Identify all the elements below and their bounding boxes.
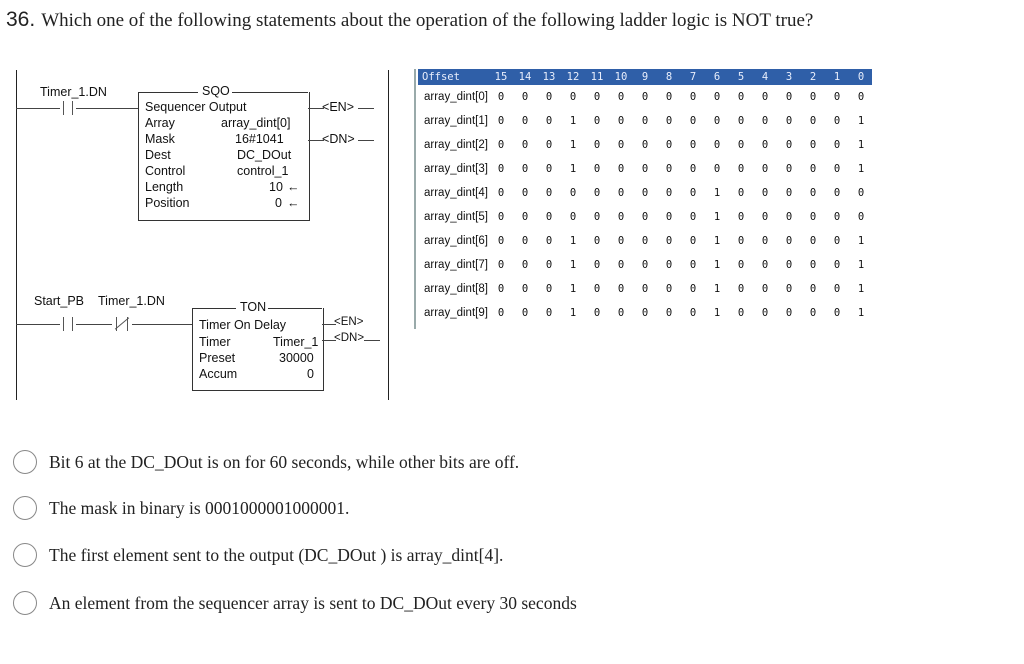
bit-cell: 1 xyxy=(857,307,865,319)
bit-cell: 0 xyxy=(809,187,817,199)
rung2-contact2-label: Timer_1.DN xyxy=(98,294,165,308)
bit-cell: 0 xyxy=(761,139,769,151)
table-body xyxy=(418,85,872,325)
bit-cell: 0 xyxy=(521,163,529,175)
bit-cell: 1 xyxy=(713,259,721,271)
bit-cell: 0 xyxy=(761,307,769,319)
bit-cell: 0 xyxy=(833,91,841,103)
bit-cell: 0 xyxy=(761,235,769,247)
table-row xyxy=(418,85,872,109)
bit-cell: 0 xyxy=(809,307,817,319)
table-row xyxy=(418,229,872,253)
bit-cell: 0 xyxy=(809,115,817,127)
bit-header: 10 xyxy=(614,71,628,83)
bit-cell: 0 xyxy=(761,163,769,175)
bit-header: 6 xyxy=(713,71,721,83)
row-label: array_dint[6] xyxy=(424,235,488,247)
ton-param-value: Timer_1 xyxy=(273,335,319,349)
bit-header: 2 xyxy=(809,71,817,83)
bit-cell: 0 xyxy=(497,187,505,199)
bit-cell: 1 xyxy=(713,187,721,199)
bit-cell: 0 xyxy=(833,259,841,271)
ton-title: Timer On Delay xyxy=(199,318,287,332)
bit-cell: 0 xyxy=(521,187,529,199)
bit-cell: 0 xyxy=(665,91,673,103)
bit-cell: 0 xyxy=(545,283,553,295)
sqo-param-value: 10 xyxy=(269,180,283,194)
bit-cell: 0 xyxy=(665,235,673,247)
answer-option-4[interactable] xyxy=(13,591,577,615)
bit-cell: 0 xyxy=(617,307,625,319)
bit-header: 12 xyxy=(566,71,580,83)
bit-cell: 0 xyxy=(617,139,625,151)
bit-cell: 0 xyxy=(521,139,529,151)
bit-header: 3 xyxy=(785,71,793,83)
rung2-contact1-label: Start_PB xyxy=(34,294,85,308)
bit-header: 9 xyxy=(641,71,649,83)
answer-option-2[interactable] xyxy=(13,496,349,520)
bit-cell: 0 xyxy=(617,211,625,223)
bit-cell: 0 xyxy=(713,139,721,151)
bit-cell: 1 xyxy=(569,115,577,127)
sqo-title: Sequencer Output xyxy=(145,100,247,114)
bit-cell: 0 xyxy=(761,187,769,199)
bit-header: 11 xyxy=(590,71,604,83)
bit-cell: 0 xyxy=(809,235,817,247)
sqo-param-value: DC_DOut xyxy=(237,148,292,162)
bit-cell: 0 xyxy=(617,163,625,175)
bit-cell: 0 xyxy=(545,115,553,127)
bit-cell: 0 xyxy=(593,259,601,271)
row-label: array_dint[9] xyxy=(424,307,488,319)
bit-header: 1 xyxy=(833,71,841,83)
bit-cell: 0 xyxy=(761,211,769,223)
bit-cell: 0 xyxy=(713,91,721,103)
bit-cell: 0 xyxy=(785,259,793,271)
bit-cell: 0 xyxy=(545,307,553,319)
bit-cell: 0 xyxy=(593,283,601,295)
table-row xyxy=(418,277,872,301)
bit-cell: 0 xyxy=(737,307,745,319)
row-label: array_dint[1] xyxy=(424,115,488,127)
bit-cell: 1 xyxy=(713,283,721,295)
bit-cell: 0 xyxy=(497,139,505,151)
bit-cell: 1 xyxy=(857,139,865,151)
bit-cell: 0 xyxy=(593,163,601,175)
timer-dn-nc-contact xyxy=(112,317,132,331)
table-row xyxy=(418,133,872,157)
sqo-param-name: Length xyxy=(145,180,184,194)
bit-cell: 0 xyxy=(833,139,841,151)
bit-cell: 0 xyxy=(785,115,793,127)
bit-cell: 0 xyxy=(785,283,793,295)
bit-cell: 0 xyxy=(737,259,745,271)
row-label: array_dint[4] xyxy=(424,187,488,199)
rung1-contact-label: Timer_1.DN xyxy=(40,85,107,99)
ton-dn-output: <DN> xyxy=(334,332,365,344)
bit-cell: 0 xyxy=(785,307,793,319)
ton-en-output: <EN> xyxy=(334,316,364,328)
bit-cell: 0 xyxy=(689,139,697,151)
bit-cell: 1 xyxy=(857,259,865,271)
bit-header: 7 xyxy=(689,71,697,83)
bit-cell: 0 xyxy=(689,307,697,319)
bit-cell: 0 xyxy=(593,91,601,103)
bit-cell: 1 xyxy=(569,235,577,247)
bit-cell: 0 xyxy=(857,187,865,199)
left-power-rail xyxy=(16,70,17,400)
bit-cell: 0 xyxy=(521,211,529,223)
bit-cell: 0 xyxy=(737,283,745,295)
bit-cell: 0 xyxy=(761,283,769,295)
bit-cell: 0 xyxy=(545,235,553,247)
table-row xyxy=(418,253,872,277)
bit-cell: 0 xyxy=(497,163,505,175)
bit-cell: 0 xyxy=(833,211,841,223)
ton-param-value: 30000 xyxy=(279,351,314,365)
bit-cell: 0 xyxy=(545,259,553,271)
bit-cell: 0 xyxy=(665,115,673,127)
table-row xyxy=(418,181,872,205)
sqo-param-value: array_dint[0] xyxy=(221,116,291,130)
bit-cell: 0 xyxy=(833,163,841,175)
table-row xyxy=(418,205,872,229)
answer-option-3[interactable] xyxy=(13,543,503,567)
bit-cell: 0 xyxy=(593,115,601,127)
bit-cell: 0 xyxy=(833,115,841,127)
bit-cell: 0 xyxy=(641,283,649,295)
bit-cell: 0 xyxy=(641,139,649,151)
sqo-params xyxy=(145,116,300,212)
bit-cell: 0 xyxy=(761,259,769,271)
sqo-param-value: 16#1041 xyxy=(235,132,284,146)
bit-cell: 0 xyxy=(617,91,625,103)
bit-cell: 0 xyxy=(497,211,505,223)
bit-header: 0 xyxy=(857,71,865,83)
bit-cell: 0 xyxy=(809,163,817,175)
radio-button[interactable] xyxy=(13,543,37,567)
bit-cell: 0 xyxy=(833,187,841,199)
bit-cell: 0 xyxy=(737,91,745,103)
bit-cell: 0 xyxy=(641,211,649,223)
sqo-name: SQO xyxy=(202,84,230,98)
radio-button[interactable] xyxy=(13,591,37,615)
bit-cell: 0 xyxy=(617,235,625,247)
bit-cell: 0 xyxy=(497,307,505,319)
bit-cell: 1 xyxy=(569,259,577,271)
bit-cell: 0 xyxy=(545,211,553,223)
bit-cell: 0 xyxy=(641,115,649,127)
bit-cell: 0 xyxy=(809,139,817,151)
row-label: array_dint[0] xyxy=(424,91,488,103)
bit-cell: 0 xyxy=(665,139,673,151)
sqo-param-name: Control xyxy=(145,164,186,178)
sequencer-array-table xyxy=(418,69,872,325)
ton-params xyxy=(199,335,317,383)
bit-cell: 0 xyxy=(521,115,529,127)
bit-cell: 0 xyxy=(641,235,649,247)
row-label: array_dint[7] xyxy=(424,259,488,271)
bit-cell: 0 xyxy=(785,211,793,223)
bit-cell: 0 xyxy=(545,163,553,175)
bit-cell: 0 xyxy=(833,283,841,295)
bit-cell: 0 xyxy=(641,163,649,175)
bit-cell: 0 xyxy=(545,187,553,199)
bit-cell: 0 xyxy=(809,91,817,103)
bit-cell: 0 xyxy=(617,187,625,199)
bit-cell: 0 xyxy=(737,211,745,223)
bit-cell: 0 xyxy=(665,187,673,199)
ton-param-name: Accum xyxy=(199,367,238,381)
bit-cell: 0 xyxy=(809,283,817,295)
bit-header: 8 xyxy=(665,71,673,83)
bit-header: 5 xyxy=(737,71,745,83)
right-power-rail xyxy=(388,70,389,400)
sqo-en-output: <EN> xyxy=(322,100,354,114)
bit-cell: 0 xyxy=(737,187,745,199)
bit-cell: 1 xyxy=(857,115,865,127)
ton-param-name: Timer xyxy=(199,335,231,349)
bit-cell: 1 xyxy=(857,163,865,175)
bit-cell: 0 xyxy=(665,259,673,271)
bit-cell: 0 xyxy=(593,139,601,151)
bit-cell: 0 xyxy=(713,163,721,175)
bit-cell: 0 xyxy=(521,307,529,319)
bit-cell: 0 xyxy=(785,235,793,247)
question xyxy=(6,8,813,32)
bit-cell: 0 xyxy=(833,235,841,247)
radio-button[interactable] xyxy=(13,450,37,474)
arrow-icon: ← xyxy=(287,196,300,210)
table-header xyxy=(418,69,872,85)
bit-cell: 0 xyxy=(497,259,505,271)
bit-cell: 0 xyxy=(689,115,697,127)
bit-cell: 0 xyxy=(593,187,601,199)
bit-cell: 0 xyxy=(569,187,577,199)
bit-cell: 0 xyxy=(497,115,505,127)
bit-cell: 0 xyxy=(617,115,625,127)
bit-cell: 0 xyxy=(545,91,553,103)
bit-cell: 0 xyxy=(569,211,577,223)
bit-cell: 0 xyxy=(857,211,865,223)
bit-cell: 0 xyxy=(593,307,601,319)
bit-cell: 0 xyxy=(641,91,649,103)
rung1-no-contact xyxy=(60,101,76,115)
bit-cell: 0 xyxy=(785,187,793,199)
bit-cell: 0 xyxy=(569,91,577,103)
bit-cell: 0 xyxy=(521,235,529,247)
option-text: The first element sent to the output (DC_DOut ) is array_dint[4]. xyxy=(49,544,504,565)
bit-cell: 0 xyxy=(689,91,697,103)
bit-cell: 0 xyxy=(593,211,601,223)
bit-cell: 0 xyxy=(593,235,601,247)
bit-cell: 0 xyxy=(737,163,745,175)
bit-cell: 1 xyxy=(713,211,721,223)
bit-cell: 0 xyxy=(689,187,697,199)
bit-cell: 0 xyxy=(641,259,649,271)
bit-cell: 0 xyxy=(689,211,697,223)
sqo-dn-output: <DN> xyxy=(322,132,355,146)
ton-param-name: Preset xyxy=(199,351,236,365)
row-label: array_dint[2] xyxy=(424,139,488,151)
bit-cell: 0 xyxy=(737,139,745,151)
bit-cell: 0 xyxy=(497,91,505,103)
bit-cell: 1 xyxy=(569,307,577,319)
bit-header: 13 xyxy=(542,71,556,83)
arrow-icon: ← xyxy=(287,180,300,194)
ton-param-value: 0 xyxy=(307,367,314,381)
bit-cell: 0 xyxy=(641,187,649,199)
bit-cell: 0 xyxy=(713,115,721,127)
row-label: array_dint[5] xyxy=(424,211,488,223)
table-row xyxy=(418,109,872,133)
bit-cell: 0 xyxy=(809,211,817,223)
sqo-param-name: Mask xyxy=(145,132,175,146)
bit-cell: 1 xyxy=(857,283,865,295)
bit-cell: 1 xyxy=(569,139,577,151)
bit-header: 4 xyxy=(761,71,769,83)
bit-cell: 0 xyxy=(857,91,865,103)
table-row xyxy=(418,301,872,325)
bit-cell: 0 xyxy=(809,259,817,271)
row-label: array_dint[8] xyxy=(424,283,488,295)
bit-cell: 1 xyxy=(569,283,577,295)
bit-cell: 0 xyxy=(689,163,697,175)
bit-cell: 0 xyxy=(497,235,505,247)
bit-cell: 0 xyxy=(833,307,841,319)
sqo-param-name: Dest xyxy=(145,148,171,162)
bit-cell: 0 xyxy=(761,91,769,103)
option-text: The mask in binary is 0001000001000001. xyxy=(49,497,350,518)
question-number: 36. xyxy=(6,8,36,31)
bit-cell: 0 xyxy=(737,235,745,247)
sqo-param-name: Position xyxy=(145,196,190,210)
radio-button[interactable] xyxy=(13,496,37,520)
bit-cell: 0 xyxy=(785,163,793,175)
answer-option-1[interactable] xyxy=(13,450,519,474)
bit-cell: 0 xyxy=(737,115,745,127)
bit-cell: 0 xyxy=(617,283,625,295)
bit-cell: 0 xyxy=(785,139,793,151)
ton-name: TON xyxy=(240,300,267,314)
bit-cell: 0 xyxy=(665,283,673,295)
bit-cell: 0 xyxy=(521,259,529,271)
bit-cell: 0 xyxy=(785,91,793,103)
offset-header: Offset xyxy=(422,71,460,83)
question-text: Which one of the following statements about the operation of the following ladder logic is NOT true? xyxy=(41,10,814,31)
table-row xyxy=(418,157,872,181)
bit-cell: 1 xyxy=(713,307,721,319)
bit-cell: 0 xyxy=(761,115,769,127)
bit-cell: 0 xyxy=(545,139,553,151)
bit-cell: 1 xyxy=(713,235,721,247)
bit-header: 14 xyxy=(518,71,532,83)
bit-cell: 0 xyxy=(497,283,505,295)
bit-cell: 0 xyxy=(641,307,649,319)
sqo-param-name: Array xyxy=(145,116,175,130)
sqo-param-value: control_1 xyxy=(237,164,289,178)
bit-cell: 0 xyxy=(617,259,625,271)
bit-cell: 0 xyxy=(689,235,697,247)
bit-cell: 0 xyxy=(689,283,697,295)
bit-cell: 0 xyxy=(665,211,673,223)
option-text: An element from the sequencer array is sent to DC_DOut every 30 seconds xyxy=(49,592,577,613)
bit-cell: 0 xyxy=(689,259,697,271)
bit-cell: 1 xyxy=(857,235,865,247)
sqo-param-value: 0 xyxy=(275,196,282,210)
option-text: Bit 6 at the DC_DOut is on for 60 seconds, while other bits are off. xyxy=(49,451,520,472)
bit-cell: 0 xyxy=(521,91,529,103)
bit-cell: 0 xyxy=(521,283,529,295)
bit-cell: 0 xyxy=(665,307,673,319)
bit-cell: 1 xyxy=(569,163,577,175)
start-pb-contact xyxy=(60,317,76,331)
bit-cell: 0 xyxy=(665,163,673,175)
bit-header: 15 xyxy=(494,71,508,83)
row-label: array_dint[3] xyxy=(424,163,488,175)
